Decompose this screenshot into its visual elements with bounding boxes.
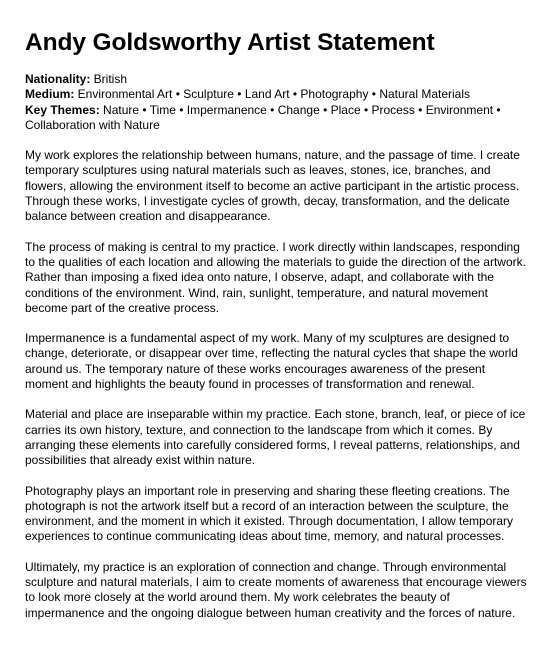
body-paragraph-conclusion: Ultimately, my practice is an exploration of connection and change. Through environmental sculpture and natural materials, I aim to create moments of awareness that encourage viewers to look more closely at the world around them. My work celebrates the beauty of impermanence and the ongoing dialogue between human creativity and the forces of nature. <box>25 559 527 620</box>
nationality-label: Nationality: <box>25 72 91 86</box>
key-themes-label: Key Themes: <box>25 102 100 117</box>
body-paragraph-photography: Photography plays an important role in preserving and sharing these fleeting creations. The photograph is not the artwork itself but a record of an interaction between the sculpture, the environment, and the moment in which it existed. Through documentation, I allow temporary experiences to continue communicating ideas about time, memory, and natural processes. <box>25 483 514 544</box>
body-paragraph-material-place: Material and place are inseparable within my practice. Each stone, branch, leaf, or piece of ice carries its own history, texture, and connection to the landscape from which it comes. By arranging these elements into carefully considered forms, I reveal patterns, relationships, and possibilities that already exist within nature. <box>25 407 526 468</box>
key-themes-line <box>25 103 530 134</box>
key-themes-value: Nature • Time • Impermanence • Change • Place • Process • Environment • Collaboration with Nature <box>25 102 501 132</box>
body-paragraph-impermanence: Impermanence is a fundamental aspect of my work. Many of my sculptures are designed to change, deteriorate, or disappear over time, reflecting the natural cycles that shape the world around us. The temporary nature of these works encourages awareness of the present moment and highlights the beauty found in processes of transformation and renewal. <box>25 331 518 392</box>
nationality-value: British <box>90 72 128 86</box>
document-title: Andy Goldsworthy Artist Statement <box>25 29 435 56</box>
document-page <box>25 28 530 633</box>
body-paragraph-process: The process of making is central to my practice. I work directly within landscapes, responding to the qualities of each location and allowing the materials to guide the direction of the artwork. Rather than imposing a fixed idea onto nature, I observe, adapt, and collaborate with the conditions of the environment. Wind, rain, sunlight, temperature, and natural movement become part of the creative process. <box>25 239 526 315</box>
metadata-block <box>25 72 530 133</box>
nationality-line <box>25 72 530 87</box>
body-paragraph-relationship: My work explores the relationship between humans, nature, and the passage of time. I create temporary sculptures using natural materials such as leaves, stones, ice, branches, and flowers, allowing the environment itself to become an active participant in the artistic process. Through these works, I investigate cycles of growth, decay, transformation, and the delicate balance between creation and disappearance. <box>25 148 520 224</box>
medium-label: Medium: <box>25 87 75 102</box>
medium-line <box>25 87 530 102</box>
medium-value: Environmental Art • Sculpture • Land Art • Photography • Natural Materials <box>74 87 471 102</box>
